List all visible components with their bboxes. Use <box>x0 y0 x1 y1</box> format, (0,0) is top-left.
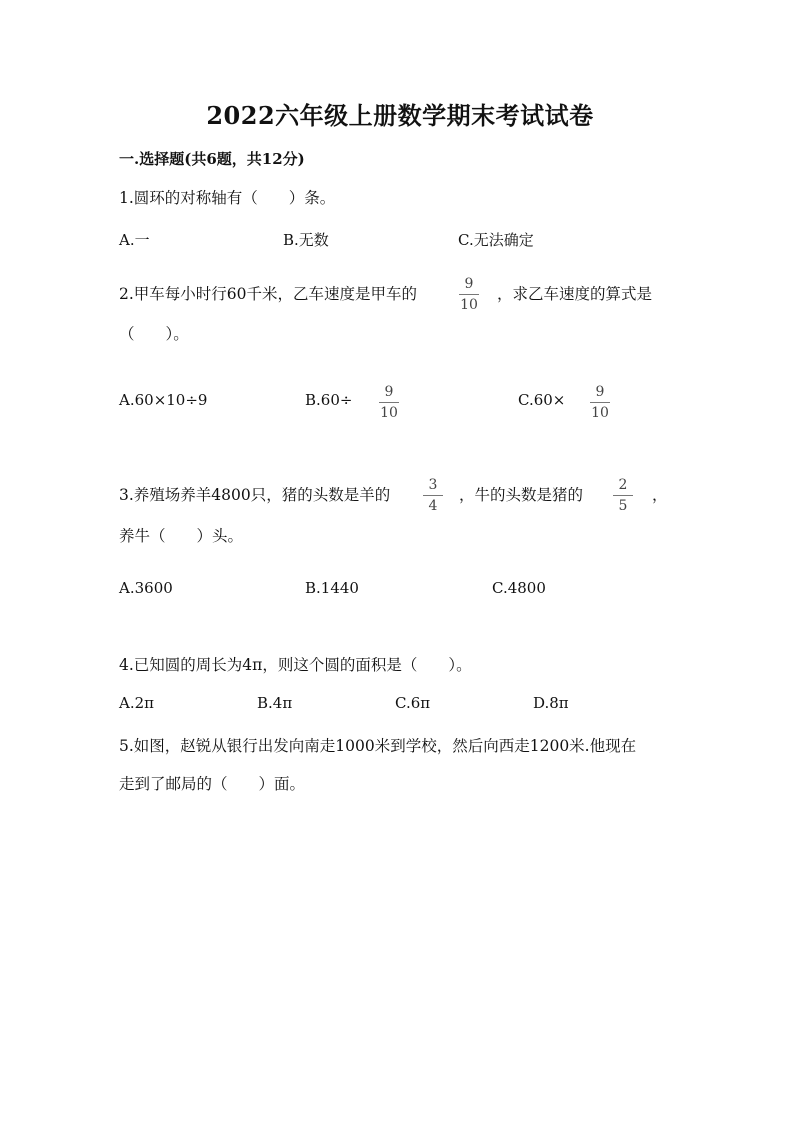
fraction-bar <box>379 402 399 403</box>
question-3-option-c: C.4800 <box>492 579 546 597</box>
question-2-fraction <box>457 276 481 313</box>
question-1-option-b: B.无数 <box>283 231 329 249</box>
question-5-stem-line2: 走到了邮局的（ ）面。 <box>119 775 306 793</box>
question-1-option-c: C.无法确定 <box>458 231 534 249</box>
question-2-option-b-prefix: B.60÷ <box>305 391 353 409</box>
page-title: 2022六年级上册数学期末考试试卷 <box>206 101 594 130</box>
fraction-numerator: 9 <box>384 384 394 400</box>
question-1-stem: 1.圆环的对称轴有（ ）条。 <box>119 189 336 207</box>
question-2-stem-part2: ，求乙车速度的算式是 <box>497 285 653 303</box>
fraction-denominator: 10 <box>380 405 398 421</box>
question-2-option-c-fraction <box>588 384 612 421</box>
question-4-option-d: D.8π <box>533 694 569 712</box>
question-3-stem-part1: 3.养殖场养羊4800只，猪的头数是羊的 <box>119 486 391 504</box>
fraction-denominator: 5 <box>618 498 628 514</box>
question-4-stem: 4.已知圆的周长为4π，则这个圆的面积是（ ）。 <box>119 656 472 674</box>
question-3-option-b: B.1440 <box>305 579 359 597</box>
question-3-fraction-1 <box>421 477 445 514</box>
fraction-denominator: 10 <box>460 297 478 313</box>
question-3-fraction-2 <box>611 477 635 514</box>
fraction-bar <box>613 495 633 496</box>
fraction-denominator: 4 <box>428 498 438 514</box>
fraction-numerator: 2 <box>618 477 628 493</box>
fraction-bar <box>459 294 479 295</box>
fraction-numerator: 9 <box>595 384 605 400</box>
question-1-option-a: A.一 <box>119 231 150 249</box>
question-2-stem-part1: 2.甲车每小时行60千米，乙车速度是甲车的 <box>119 285 418 303</box>
question-4-option-b: B.4π <box>257 694 293 712</box>
section-heading: 一.选择题(共6题，共12分) <box>119 150 305 168</box>
fraction-denominator: 10 <box>591 405 609 421</box>
question-2-option-b-fraction <box>377 384 401 421</box>
question-4-option-c: C.6π <box>395 694 431 712</box>
question-2-stem-line2: （ ）。 <box>119 325 189 343</box>
fraction-numerator: 9 <box>464 276 474 292</box>
question-3-stem-part3: ， <box>652 486 668 504</box>
fraction-bar <box>590 402 610 403</box>
question-3-stem-part2: ，牛的头数是猪的 <box>459 486 584 504</box>
question-3-option-a: A.3600 <box>119 579 173 597</box>
question-5-stem-line1: 5.如图，赵锐从银行出发向南走1000米到学校，然后向西走1200米.他现在 <box>119 737 637 755</box>
question-2-option-a: A.60×10÷9 <box>119 391 208 409</box>
question-4-option-a: A.2π <box>119 694 155 712</box>
fraction-bar <box>423 495 443 496</box>
question-3-stem-line2: 养牛（ ）头。 <box>119 527 244 545</box>
question-2-option-c-prefix: C.60× <box>518 391 566 409</box>
fraction-numerator: 3 <box>428 477 438 493</box>
